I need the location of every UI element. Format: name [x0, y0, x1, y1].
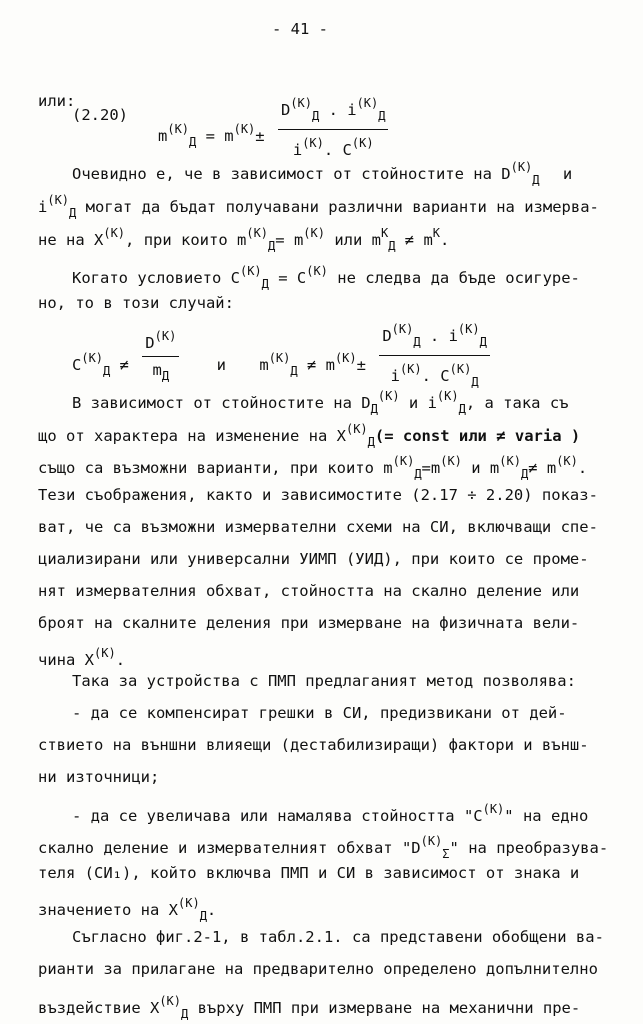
text-line: рианти за прилагане на предварително определено допълнително — [38, 960, 598, 978]
text-line: Тези съображения, както и зависимостите (2.17 ÷ 2.20) показ- — [38, 486, 598, 504]
text-line: Съгласно фиг.2-1, в табл.2.1. са представени обобщени ва- — [72, 928, 604, 946]
text-line: скално деление и измервателният обхват "$D^{(K)}_\Sigma$" на преобразува- — [38, 834, 609, 861]
text-line: нят измервателния обхват, стойността на скално деление или — [38, 582, 580, 600]
list-item: - да се увеличава или намалява стойността "$C^{(K)}$" на едно — [72, 802, 589, 825]
text-line: В зависимост от стойностите на $D_Д^{(K)}$ и $i^{(K)}_Д$, а така съ — [72, 389, 569, 416]
text-line: Очевидно е, че в зависимост от стойностите на $D^{(K)}_Д$ и — [72, 160, 573, 187]
text-line: но, то в този случай: — [38, 294, 234, 312]
text-line: що от характера на изменение на $X^{(K)}_Д(=$ const или ≠ varia ) — [38, 422, 581, 449]
text-line: ствието на външни влияещи (дестабилизиращи) фактори и външ- — [38, 736, 589, 754]
equation-label: (2.20) — [72, 106, 128, 124]
text-line: циализирани или универсални УИМП (УИД), при които се проме- — [38, 550, 589, 568]
text-line: Когато условието $C^{(K)}_Д = C^{(K)}$ не следва да бъде осигуре- — [72, 264, 580, 291]
text-line: чина $X^{(K)}$. — [38, 646, 126, 669]
text-line: $i^{(K)}_Д$ могат да бъдат получавани различни варианти на измерва- — [38, 193, 599, 220]
equation-inequality: $C^{(K)}_Д$ ≠ $\frac{D^{(K)}}{m_Д}$ и $m^{(K)}_Д \ne m^{(K)}\pm$ $\frac{D^{(K)}_Д . i^{(K)}_Д}{i^{(K)}. C^{(K)}_Д}$ — [72, 318, 494, 393]
text-line: също са възможни варианти, при които $m^{(K)}_Д=m^{(K)}$ и $m^{(K)}_Д\ne m^{(K)}$. — [38, 454, 588, 481]
text-line: въздействие $X^{(K)}_Д$ върху ПМП при измерване на механични пре- — [38, 994, 581, 1021]
text-line: ни източници; — [38, 768, 160, 786]
page-number: - 41 - — [272, 20, 328, 38]
text-line: броят на скалните деления при измерване на физичната вели- — [38, 614, 580, 632]
text-line: значението на $X^{(K)}_Д$. — [38, 896, 217, 923]
text-line: ват, че са възможни измервателни схеми на СИ, включващи спе- — [38, 518, 598, 536]
equation-2-20: $m^{(K)}_Д = m^{(K)}\pm$ $\frac{D^{(K)}_Д . i^{(K)}_Д}{i^{(K)}. C^{(K)}}$ — [158, 92, 392, 161]
text-line: не на $X^{(K)}$, при които $m^{(K)}_Д= m^{(K)}$ или $m^K_Д \ne m^K$. — [38, 226, 450, 253]
text-line: или: — [38, 92, 76, 110]
text-line: Така за устройства с ПМП предлаганият метод позволява: — [72, 672, 576, 690]
text-line: теля (СИ₁), който включва ПМП и СИ в зависимост от знака и — [38, 864, 580, 882]
list-item: - да се компенсират грешки в СИ, предизвикани от дей- — [72, 704, 567, 722]
